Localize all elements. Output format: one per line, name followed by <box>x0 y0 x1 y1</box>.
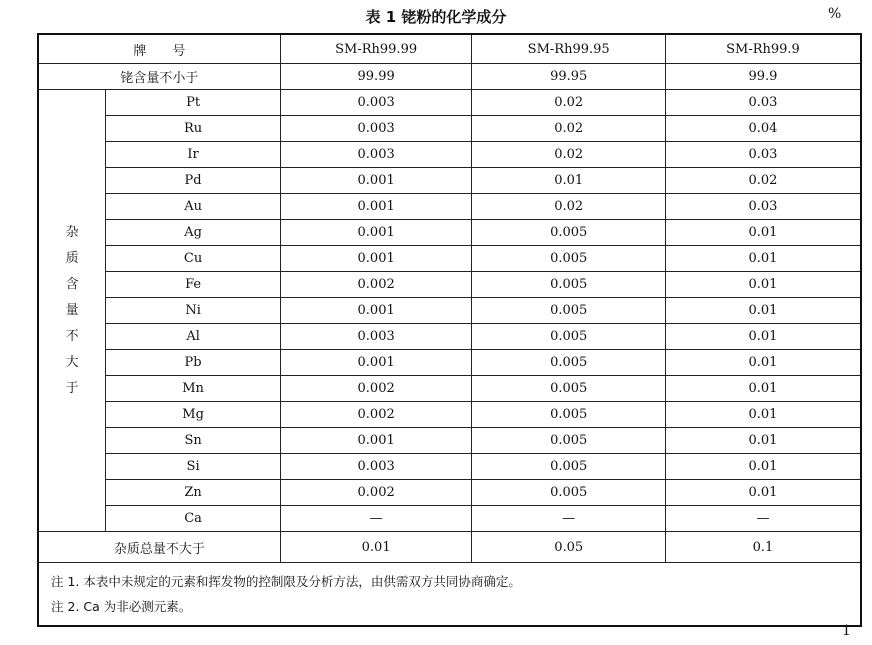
value-cell: 0.02 <box>472 194 666 220</box>
impurity-row <box>38 506 861 532</box>
element-cell: Mg <box>106 402 281 428</box>
value-cell: 0.003 <box>280 142 472 168</box>
table-title: 表 1 铑粉的化学成分 <box>365 8 507 26</box>
value-cell: 0.01 <box>665 480 861 506</box>
value-cell: 0.002 <box>280 480 472 506</box>
value-cell: 0.002 <box>280 272 472 298</box>
value-cell: 99.95 <box>472 64 666 90</box>
element-cell: Ni <box>106 298 281 324</box>
value-cell: 99.9 <box>665 64 861 90</box>
element-cell: Pb <box>106 350 281 376</box>
notes-row <box>38 563 861 627</box>
impurity-row <box>38 350 861 376</box>
impurity-row <box>38 402 861 428</box>
value-cell: 0.01 <box>665 350 861 376</box>
value-cell: 0.003 <box>280 116 472 142</box>
element-cell: Pt <box>106 90 281 116</box>
rhodium-label: 铑含量不小于 <box>38 64 280 90</box>
value-cell: 0.01 <box>665 324 861 350</box>
element-cell: Ir <box>106 142 281 168</box>
value-cell: 0.01 <box>665 454 861 480</box>
value-cell: 0.005 <box>472 480 666 506</box>
header-row <box>38 34 861 64</box>
impurity-group-label <box>38 90 106 532</box>
element-cell: Cu <box>106 246 281 272</box>
impurity-row <box>38 272 861 298</box>
value-cell: 0.001 <box>280 428 472 454</box>
impurity-row <box>38 480 861 506</box>
value-cell: 0.01 <box>665 246 861 272</box>
value-cell: 0.1 <box>665 532 861 563</box>
impurity-row <box>38 454 861 480</box>
element-cell: Ru <box>106 116 281 142</box>
value-cell: 0.005 <box>472 454 666 480</box>
value-cell: 0.01 <box>665 298 861 324</box>
impurity-row <box>38 376 861 402</box>
grade-header: 牌 号 <box>38 34 280 64</box>
value-cell: 0.002 <box>280 376 472 402</box>
element-cell: Pd <box>106 168 281 194</box>
value-cell: 0.03 <box>665 194 861 220</box>
value-cell: 0.001 <box>280 350 472 376</box>
impurity-row <box>38 246 861 272</box>
element-cell: Sn <box>106 428 281 454</box>
value-cell: 0.005 <box>472 428 666 454</box>
value-cell: 0.005 <box>472 246 666 272</box>
value-cell: 0.005 <box>472 324 666 350</box>
value-cell: 0.005 <box>472 272 666 298</box>
value-cell: 0.02 <box>665 168 861 194</box>
value-cell: 0.02 <box>472 142 666 168</box>
value-cell: 0.03 <box>665 90 861 116</box>
value-cell: 0.001 <box>280 298 472 324</box>
impurity-row <box>38 142 861 168</box>
element-cell: Al <box>106 324 281 350</box>
element-cell: Si <box>106 454 281 480</box>
value-cell: 0.002 <box>280 402 472 428</box>
element-cell: Mn <box>106 376 281 402</box>
value-cell: 0.02 <box>472 90 666 116</box>
element-cell: Fe <box>106 272 281 298</box>
impurity-row <box>38 298 861 324</box>
value-cell: 0.02 <box>472 116 666 142</box>
value-cell: 0.01 <box>665 376 861 402</box>
notes <box>38 563 861 627</box>
grade-cell: SM-Rh99.99 <box>280 34 472 64</box>
value-cell: 0.003 <box>280 324 472 350</box>
chemical-composition-table <box>37 33 862 627</box>
value-cell: 0.01 <box>665 428 861 454</box>
impurity-row <box>38 324 861 350</box>
value-cell: 0.003 <box>280 454 472 480</box>
value-cell: 0.01 <box>472 168 666 194</box>
value-cell: 0.001 <box>280 220 472 246</box>
impurity-row <box>38 168 861 194</box>
value-cell: 0.005 <box>472 298 666 324</box>
element-cell: Zn <box>106 480 281 506</box>
value-cell: 0.001 <box>280 194 472 220</box>
grade-cell: SM-Rh99.95 <box>472 34 666 64</box>
impurity-row <box>38 220 861 246</box>
value-cell: 0.005 <box>472 350 666 376</box>
value-cell: — <box>472 506 666 532</box>
impurity-row <box>38 116 861 142</box>
impurity-row <box>38 194 861 220</box>
element-cell: Au <box>106 194 281 220</box>
grade-cell: SM-Rh99.9 <box>665 34 861 64</box>
value-cell: — <box>665 506 861 532</box>
value-cell: 0.001 <box>280 168 472 194</box>
total-impurity-row <box>38 532 861 563</box>
value-cell: 0.01 <box>280 532 472 563</box>
impurity-row <box>38 90 861 116</box>
value-cell: 0.003 <box>280 90 472 116</box>
element-cell: Ca <box>106 506 281 532</box>
value-cell: 0.01 <box>665 220 861 246</box>
value-cell: 0.001 <box>280 246 472 272</box>
value-cell: 0.005 <box>472 220 666 246</box>
value-cell: 0.005 <box>472 402 666 428</box>
unit-label: % <box>828 6 842 22</box>
impurity-label: 杂 质 含 量 不 大 于 <box>65 224 79 396</box>
note: 注 2. Ca 为非必测元素。 <box>51 599 192 614</box>
total-label: 杂质总量不大于 <box>38 532 280 563</box>
value-cell: 0.01 <box>665 402 861 428</box>
value-cell: 0.05 <box>472 532 666 563</box>
impurity-row <box>38 428 861 454</box>
value-cell: 0.04 <box>665 116 861 142</box>
note: 注 1. 本表中未规定的元素和挥发物的控制限及分析方法，由供需双方共同协商确定。 <box>51 574 521 589</box>
rhodium-row <box>38 64 861 90</box>
value-cell: 0.01 <box>665 272 861 298</box>
value-cell: — <box>280 506 472 532</box>
element-cell: Ag <box>106 220 281 246</box>
value-cell: 0.005 <box>472 376 666 402</box>
value-cell: 99.99 <box>280 64 472 90</box>
value-cell: 0.03 <box>665 142 861 168</box>
page-number: 1 <box>842 623 851 639</box>
